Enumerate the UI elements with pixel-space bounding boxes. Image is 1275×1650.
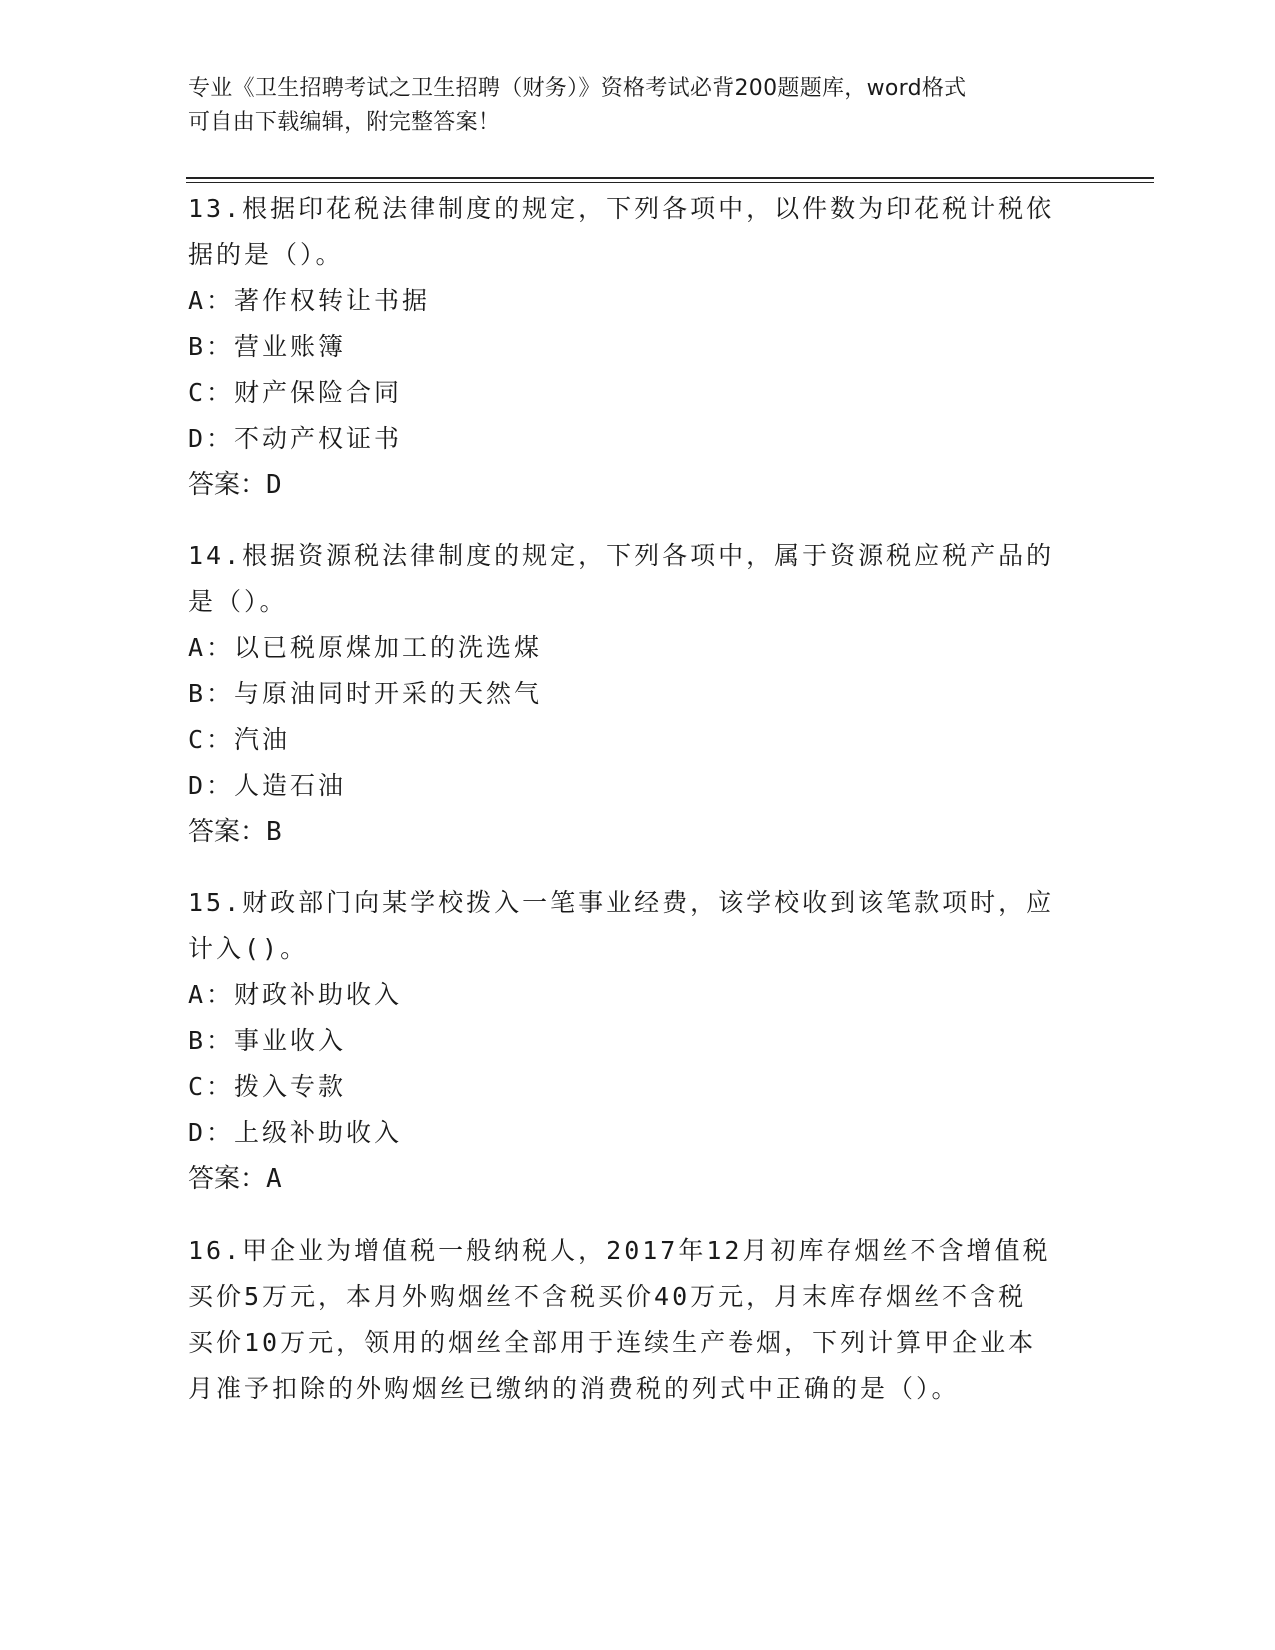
question-stem-line: 据的是（）。: [188, 240, 344, 269]
option-c: C：财产保险合同: [188, 378, 403, 407]
header-divider-thin: [186, 182, 1154, 183]
option-c: C：拨入专款: [188, 1072, 347, 1101]
question-14: [188, 533, 1088, 855]
answer-line: [188, 809, 1088, 855]
question-stem-line: 13.根据印花税法律制度的规定，下列各项中，以件数为印花税计税依: [188, 194, 1055, 223]
question-stem-line: 计入()。: [188, 934, 309, 963]
question-15: [188, 880, 1088, 1202]
question-13: [188, 186, 1088, 508]
document-header: [188, 72, 1068, 140]
option-d: D：上级补助收入: [188, 1118, 403, 1147]
question-stem-line: 买价10万元，领用的烟丝全部用于连续生产卷烟，下列计算甲企业本: [188, 1328, 1037, 1357]
header-line-2: 可自由下载编辑，附完整答案！: [188, 110, 501, 135]
question-stem-line: 买价5万元，本月外购烟丝不含税买价40万元，月末库存烟丝不含税: [188, 1282, 1027, 1311]
question-stem-line: 14.根据资源税法律制度的规定，下列各项中，属于资源税应税产品的: [188, 541, 1055, 570]
answer-line: [188, 1156, 1088, 1202]
header-line-1: 专业《卫生招聘考试之卫生招聘（财务）》资格考试必背200题题库，word格式: [188, 76, 967, 101]
answer-value: A: [266, 1164, 282, 1194]
option-d: D：人造石油: [188, 771, 347, 800]
option-c: C：汽油: [188, 725, 291, 754]
question-16: [188, 1228, 1088, 1412]
answer-line: [188, 462, 1088, 508]
answer-value: B: [266, 817, 282, 847]
option-b: B：与原油同时开采的天然气: [188, 679, 543, 708]
option-b: B：事业收入: [188, 1026, 347, 1055]
question-stem-line: 是（）。: [188, 587, 288, 616]
answer-label: 答案：: [188, 1164, 267, 1194]
header-divider-thick: [186, 177, 1154, 179]
answer-label: 答案：: [188, 470, 267, 500]
answer-value: D: [266, 470, 282, 500]
option-a: A：财政补助收入: [188, 980, 403, 1009]
option-d: D：不动产权证书: [188, 424, 403, 453]
question-stem-line: 16.甲企业为增值税一般纳税人，2017年12月初库存烟丝不含增值税: [188, 1236, 1051, 1265]
option-b: B：营业账簿: [188, 332, 347, 361]
answer-label: 答案：: [188, 817, 267, 847]
question-stem-line: 15.财政部门向某学校拨入一笔事业经费，该学校收到该笔款项时，应: [188, 888, 1055, 917]
question-stem-line: 月准予扣除的外购烟丝已缴纳的消费税的列式中正确的是（）。: [188, 1374, 960, 1403]
option-a: A：著作权转让书据: [188, 286, 431, 315]
option-a: A：以已税原煤加工的洗选煤: [188, 633, 543, 662]
